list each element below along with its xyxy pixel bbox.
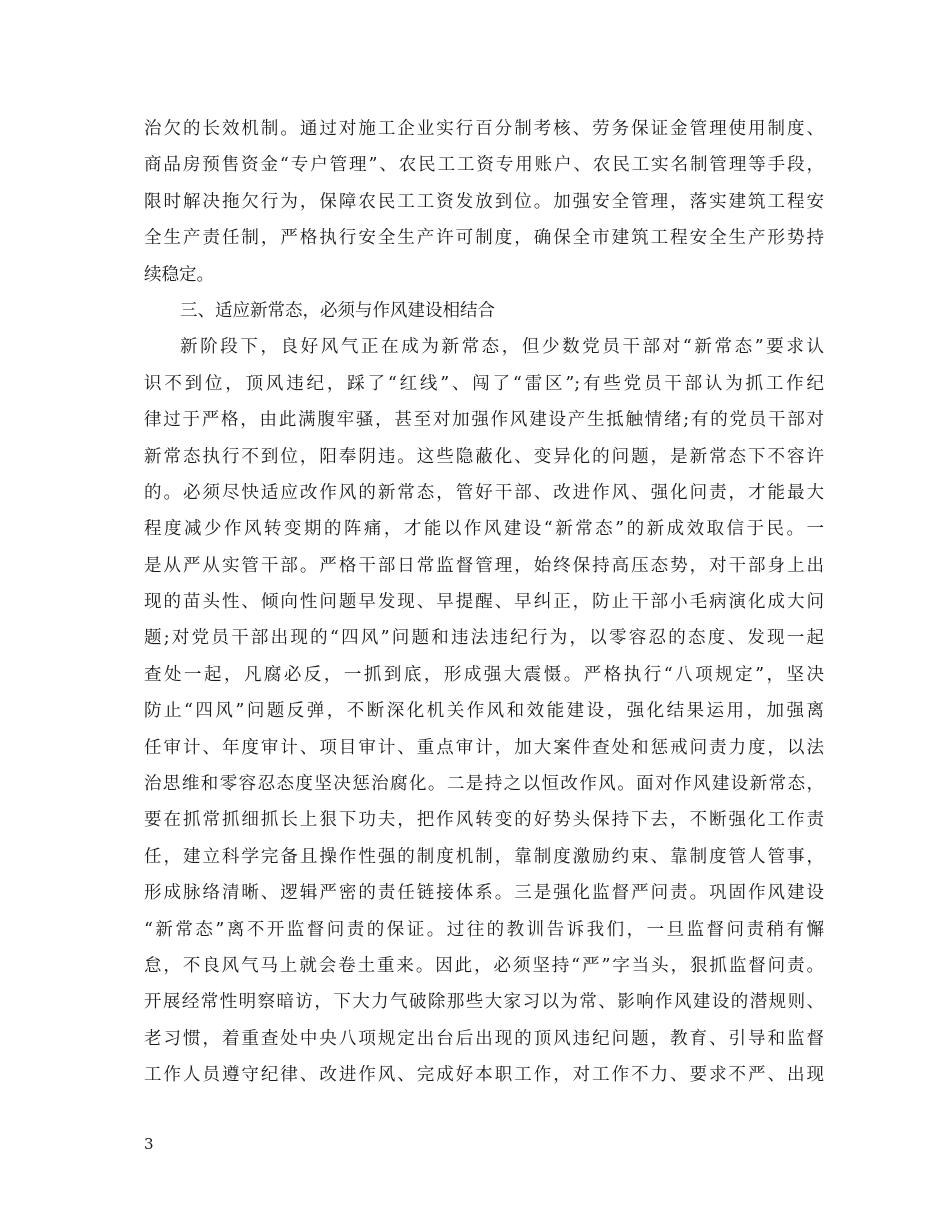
text-line: 识不到位，顶风违纪，踩了“红线”、闯了“雷区”;有些党员干部认为抓工作纪: [144, 373, 824, 394]
text-line: 查处一起，凡腐必反，一抓到底，形成强大震慑。严格执行“八项规定”，坚决: [144, 664, 824, 685]
paragraph-first-line: 新阶段下，良好风气正在成为新常态，但少数党员干部对“新常态”要求认: [180, 337, 824, 358]
text-line: 怠，不良风气马上就会卷土重来。因此，必须坚持“严”字当头，狠抓监督问责。: [144, 955, 824, 976]
text-line: 治欠的长效机制。通过对施工企业实行百分制考核、劳务保证金管理使用制度、: [144, 119, 824, 139]
text-line: 任，建立科学完备且操作性强的制度机制，靠制度激励约束、靠制度管人管事，: [144, 846, 824, 867]
text-line: 形成脉络清晰、逻辑严密的责任链接体系。三是强化监督严问责。巩固作风建设: [144, 883, 824, 904]
text-line: 治思维和零容忍态度坚决惩治腐化。二是持之以恒改作风。面对作风建设新常态，: [144, 774, 824, 795]
text-line: 开展经常性明察暗访，下大力气破除那些大家习以为常、影响作风建设的潜规则、: [144, 992, 824, 1013]
text-line: 商品房预售资金“专户管理”、农民工工资专用账户、农民工实名制管理等手段，: [144, 155, 824, 176]
text-line: 程度减少作风转变期的阵痛，才能以作风建设“新常态”的新成效取信于民。一: [144, 519, 824, 540]
text-line: 新常态执行不到位，阳奉阴违。这些隐蔽化、变异化的问题，是新常态下不容许: [144, 446, 824, 467]
text-line: 要在抓常抓细抓长上狠下功夫，把作风转变的好势头保持下去，不断强化工作责: [144, 810, 824, 831]
text-line: 老习惯，着重查处中央八项规定出台后出现的顶风违纪问题，教育、引导和监督: [144, 1028, 824, 1049]
text-line: 题;对党员干部出现的“四风”问题和违法违纪行为，以零容忍的态度、发现一起: [144, 628, 824, 649]
text-line: 续稳定。: [144, 264, 214, 285]
text-line: 防止“四风”问题反弹，不断深化机关作风和效能建设，强化结果运用，加强离: [144, 701, 824, 722]
text-line: 任审计、年度审计、项目审计、重点审计，加大案件查处和惩戒问责力度，以法: [144, 737, 824, 758]
text-line: 工作人员遵守纪律、改进作风、完成好本职工作，对工作不力、要求不严、出现: [144, 1065, 824, 1086]
section-heading: 三、适应新常态，必须与作风建设相结合: [180, 300, 495, 321]
text-line: 是从严从实管干部。严格干部日常监督管理，始终保持高压态势，对干部身上出: [144, 555, 824, 576]
page-number: 3: [144, 1135, 154, 1153]
text-line: 的。必须尽快适应改作风的新常态，管好干部、改进作风、强化问责，才能最大: [144, 482, 824, 503]
text-line: 全生产责任制，严格执行安全生产许可制度，确保全市建筑工程安全生产形势持: [144, 228, 824, 249]
body-text: [144, 111, 824, 1094]
text-line: 律过于严格，由此满腹牢骚，甚至对加强作风建设产生抵触情绪;有的党员干部对: [144, 410, 824, 431]
text-line: 现的苗头性、倾向性问题早发现、早提醒、早纠正，防止干部小毛病演化成大问: [144, 592, 824, 613]
text-line: 限时解决拖欠行为，保障农民工工资发放到位。加强安全管理，落实建筑工程安: [144, 191, 824, 212]
text-line: “新常态”离不开监督问责的保证。过往的教训告诉我们，一旦监督问责稍有懈: [144, 919, 824, 940]
